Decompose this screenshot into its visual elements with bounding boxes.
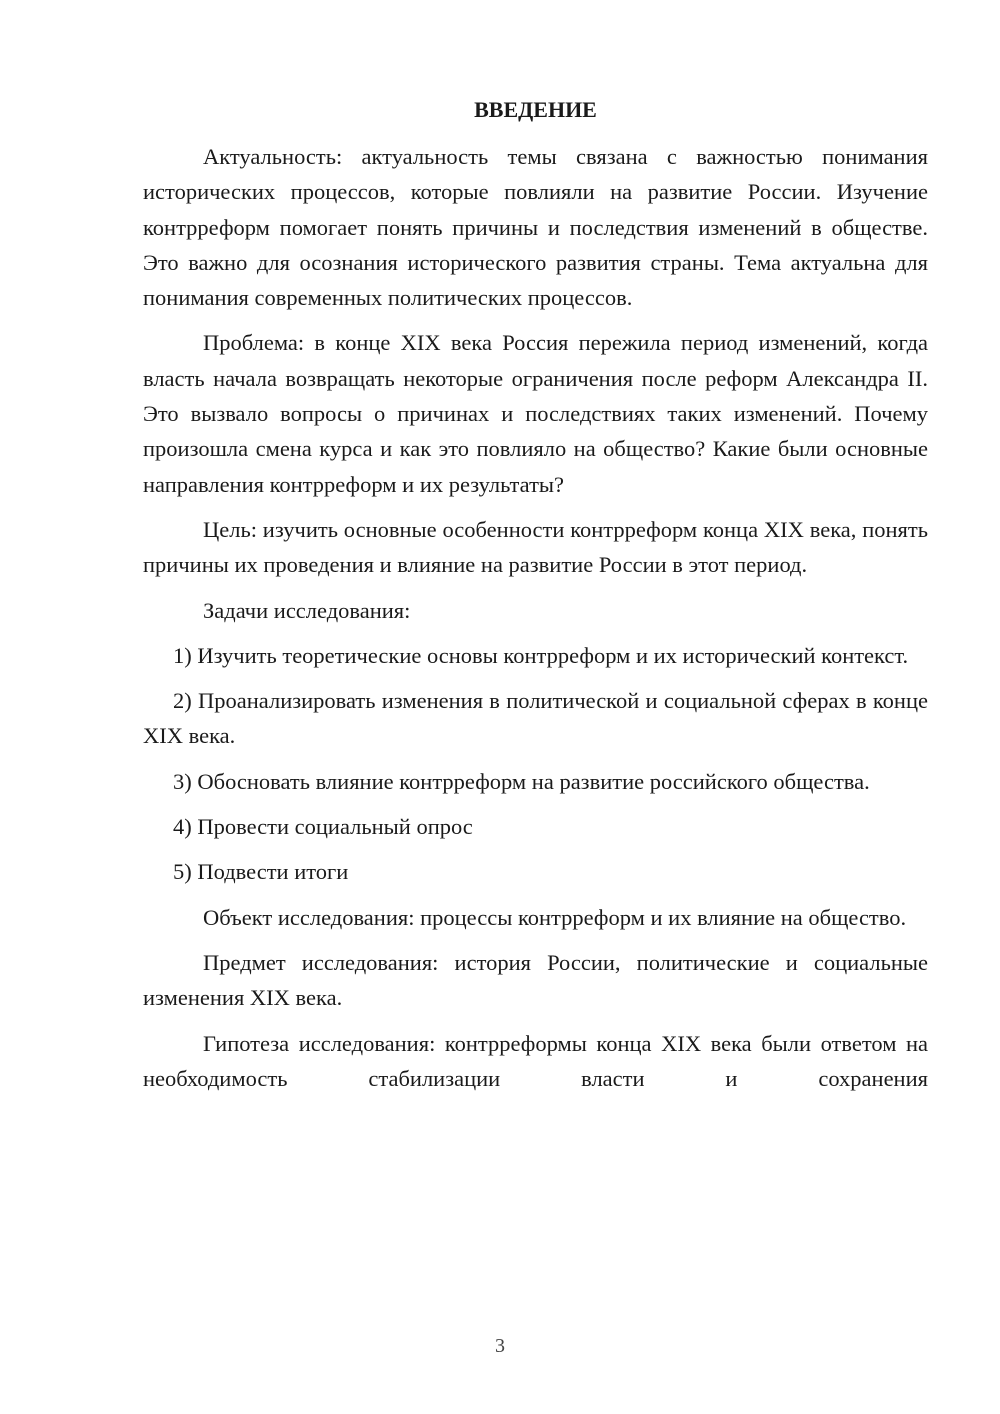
hypothesis-paragraph: Гипотеза исследования: контрреформы конца XIX века были ответом на необходимость стабилизации власти и сохранения	[143, 1030, 928, 1091]
problem-paragraph: Проблема: в конце XIX века Россия пережила период изменений, когда власть начала возвращать некоторые ограничения после реформ Александра II. Это вызвало вопросы о причинах и последствиях таких изменений. Почему произошла смена курса и как это повлияло на общество? Какие были основные направления контрреформ и их результаты?	[143, 330, 928, 497]
task-item-5: 5) Подвести итоги	[173, 859, 349, 885]
task-item-3: 3) Обосновать влияние контрреформ на развитие российского общества.	[173, 768, 870, 794]
section-title: ВВЕДЕНИЕ	[474, 97, 597, 122]
goal-paragraph: Цель: изучить основные особенности контрреформ конца XIX века, понять причины их проведения и влияние на развитие России в этот период.	[143, 516, 928, 578]
subject-paragraph: Предмет исследования: история России, политические и социальные изменения XIX века.	[143, 949, 928, 1011]
task-item-2: 2) Проанализировать изменения в политической и социальной сферах в конце XIX века.	[143, 688, 928, 749]
tasks-heading: Задачи исследования:	[203, 597, 411, 623]
page-number: 3	[495, 1335, 505, 1357]
relevance-paragraph: Актуальность: актуальность темы связана с важностью понимания исторических процессов, которые повлияли на развитие России. Изучение контрреформ помогает понять причины и последствия изменений в обществе. Это важно для осознания исторического развития страны. Тема актуальна для понимания современных политических процессов.	[143, 144, 928, 311]
task-item-4: 4) Провести социальный опрос	[173, 814, 473, 840]
object-paragraph: Объект исследования: процессы контрреформ и их влияние на общество.	[203, 904, 907, 930]
document-page	[143, 92, 928, 1106]
task-item-1: 1) Изучить теоретические основы контрреформ и их исторический контекст.	[173, 642, 909, 668]
